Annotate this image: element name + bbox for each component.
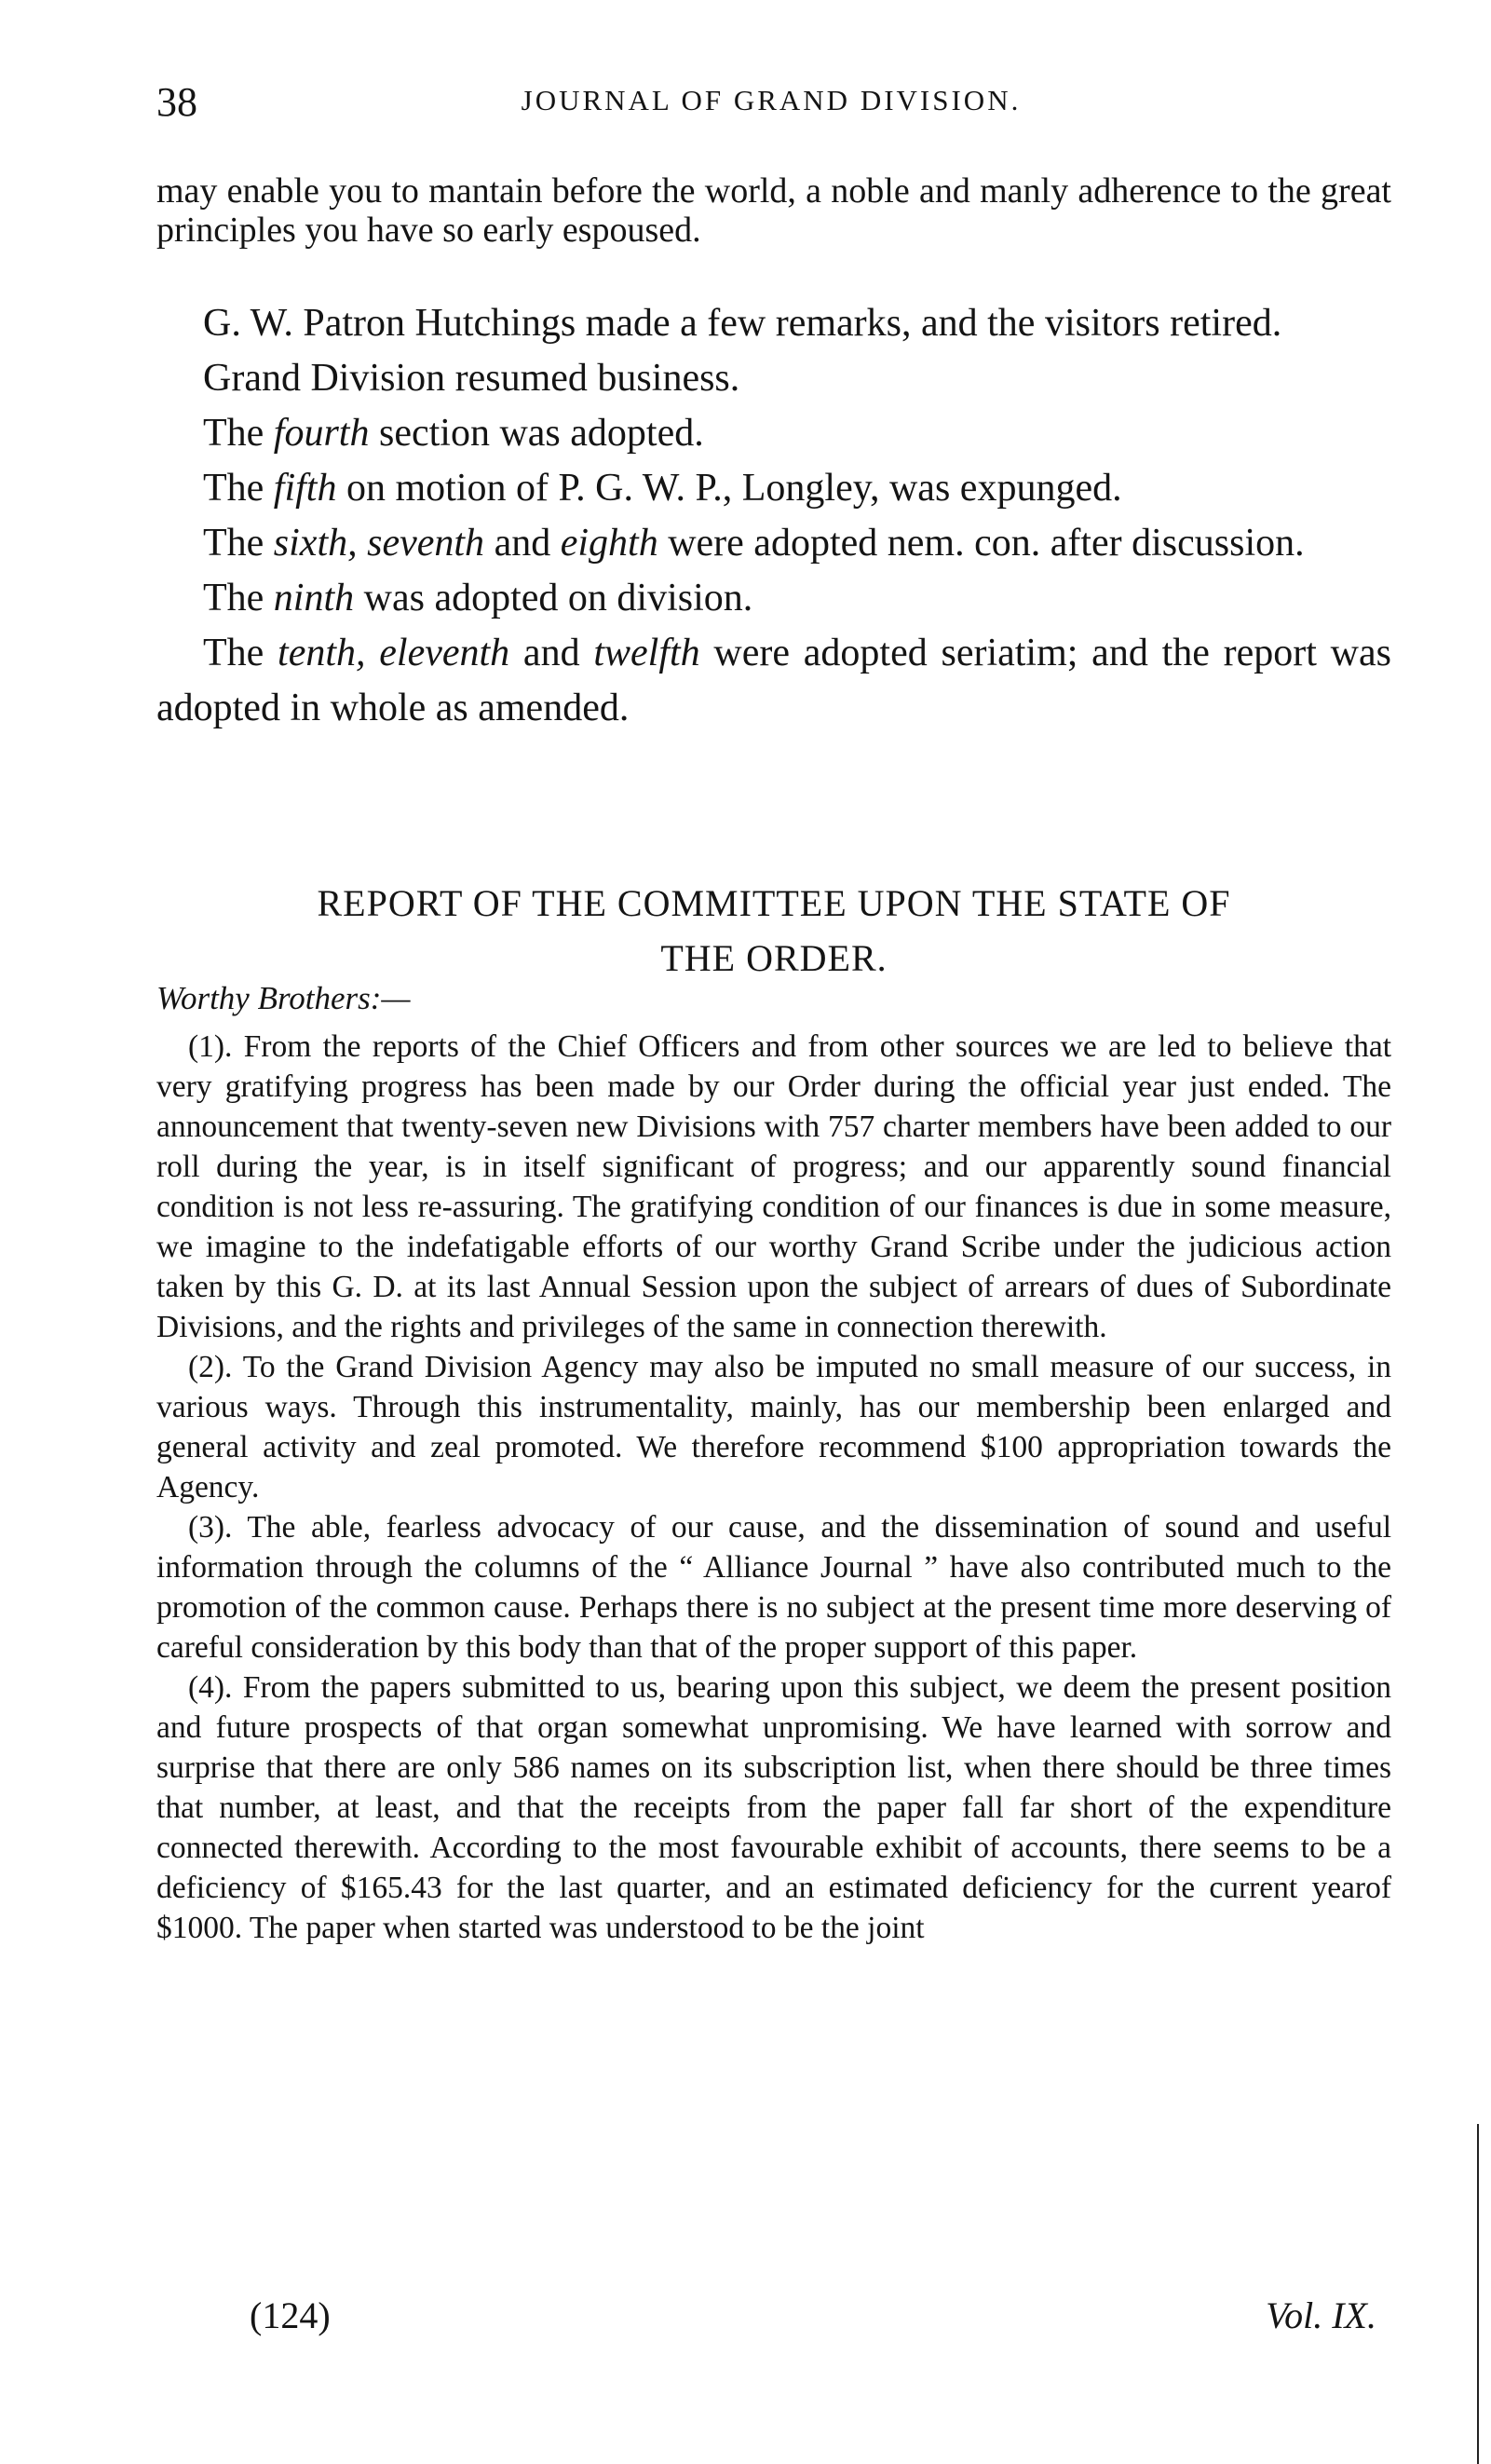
minute-entry: The fifth on motion of P. G. W. P., Longley, was expunged. xyxy=(203,467,1122,510)
report-paragraph: (1). From the reports of the Chief Officers and from other sources we are led to believe that very gratifying progress has been made by our Order during the official year just ended. The announcement that twenty-seven new Divisions with 757 charter members have been added to our roll during the year, is in itself significant of progress; and our apparently sound financial condition is not less re-assuring. The gratifying condition of our finances is due in some measure, we imagine to the indefatigable efforts of our worthy Grand Scribe under the judicious action taken by this G. D. at its last Annual Session upon the subject of arrears of dues of Subordinate Divisions, and the rights and privileges of the same in connection therewith. xyxy=(156,1029,1391,1344)
report-paragraph: (2). To the Grand Division Agency may also be imputed no small measure of our success, in various ways. Through this instrumentality, mainly, has our membership been enlarged and general activity and zeal promoted. We therefore recommend $100 appropriation towards the Agency. xyxy=(156,1350,1391,1504)
report-paragraph: (4). From the papers submitted to us, bearing upon this subject, we deem the present position and future prospects of that organ somewhat unpromising. We have learned with sorrow and surprise that there are only 586 names on its subscription list, when there should be three times that number, at least, and that the receipts from the paper fall far short of the expenditure connected therewith. According to the most favourable exhibit of accounts, there seems to be a deficiency of $165.43 for the last quarter, and an estimated deficiency for the current yearof $1000. The paper when started was understood to be the joint xyxy=(156,1670,1391,1945)
page-number: 38 xyxy=(156,79,197,125)
minute-entry: The ninth was adopted on division. xyxy=(203,577,753,619)
minute-entry: The sixth, seventh and eighth were adopted nem. con. after discussion. xyxy=(203,522,1305,565)
salutation: Worthy Brothers:— xyxy=(156,980,411,1016)
minutes-section xyxy=(156,296,1391,736)
minute-entry: The tenth, eleventh and twelfth were adopted seriatim; and the report was adopted in whole as amended. xyxy=(156,632,1391,729)
minute-entry: The fourth section was adopted. xyxy=(203,412,704,455)
minute-entry: Grand Division resumed business. xyxy=(203,357,740,400)
minute-entry: G. W. Patron Hutchings made a few remarks, and the visitors retired. xyxy=(203,302,1282,345)
margin-rule xyxy=(1477,2124,1479,2464)
running-head: JOURNAL OF GRAND DIVISION. xyxy=(521,84,1022,116)
report-paragraph: (3). The able, fearless advocacy of our cause, and the dissemination of sound and useful information through the columns of the “ Alliance Journal ” have also contributed much to the promotion of the common cause. Perhaps there is no subject at the present time more deserving of careful consideration by this body than that of the proper support of this paper. xyxy=(156,1510,1391,1665)
continuation-paragraph: may enable you to mantain before the world, a noble and manly adherence to the great principles you have so early espoused. xyxy=(156,171,1391,250)
report-heading xyxy=(156,876,1391,986)
report-body xyxy=(156,1027,1391,1948)
report-heading-line: THE ORDER. xyxy=(660,937,888,979)
page-header xyxy=(156,78,1386,134)
report-heading-line: REPORT OF THE COMMITTEE UPON THE STATE OF xyxy=(317,882,1231,924)
footer-volume: Vol. IX. xyxy=(1266,2294,1376,2336)
footer-number: (124) xyxy=(250,2294,331,2336)
